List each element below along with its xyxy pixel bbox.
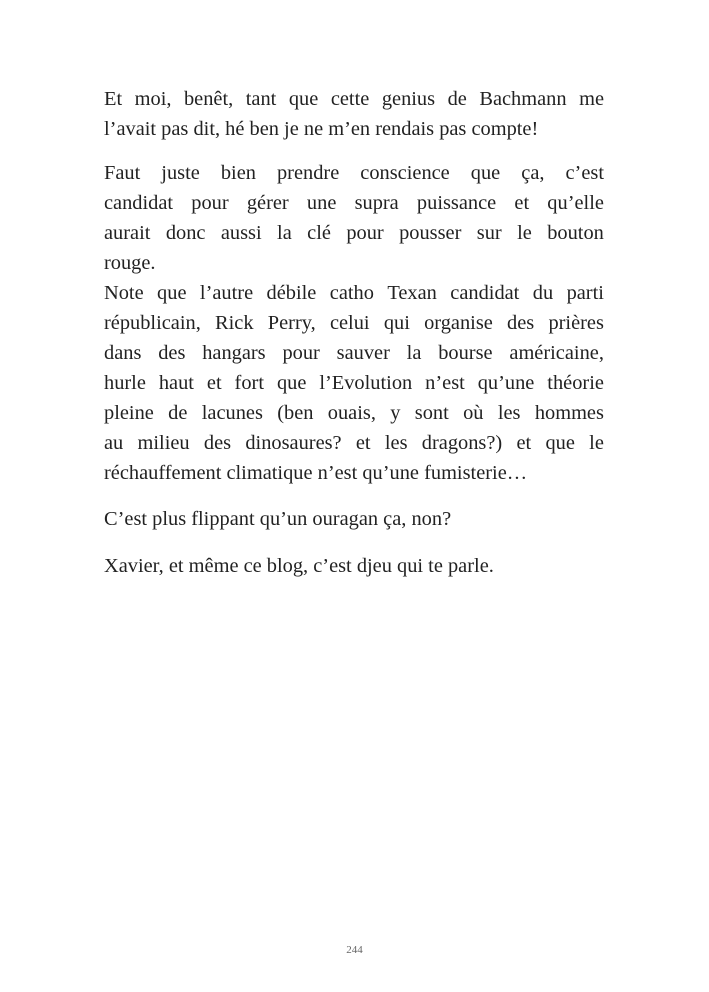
paragraph-signature	[104, 551, 604, 581]
paragraph-rick-perry	[104, 278, 604, 488]
text-line: hurle haut et fort que l’Evolution n’est qu’une théorie	[104, 372, 604, 394]
text-line: C’est plus flippant qu’un ouragan ça, non?	[104, 508, 452, 530]
text-line: l’avait pas dit, hé ben je ne m’en rendais pas compte!	[104, 118, 539, 140]
text-line: réchauffement climatique n’est qu’une fumisterie…	[104, 462, 528, 484]
text-line: au milieu des dinosaures? et les dragons?) et que le	[104, 432, 604, 454]
paragraph-conscience	[104, 158, 604, 278]
text-line: Faut juste bien prendre conscience que ça, c’est	[104, 162, 604, 184]
page-number: 244	[346, 944, 363, 956]
paragraph-bachmann	[104, 84, 604, 144]
text-line: aurait donc aussi la clé pour pousser sur le bouton	[104, 222, 604, 244]
text-line: Et moi, benêt, tant que cette genius de Bachmann me	[104, 88, 604, 110]
paragraph-ouragan	[104, 504, 604, 534]
text-line: candidat pour gérer une supra puissance et qu’elle	[104, 192, 604, 214]
text-line: dans des hangars pour sauver la bourse américaine,	[104, 342, 604, 364]
text-line: pleine de lacunes (ben ouais, y sont où les hommes	[104, 402, 604, 424]
text-line: républicain, Rick Perry, celui qui organise des prières	[104, 312, 604, 334]
text-line: Xavier, et même ce blog, c’est djeu qui te parle.	[104, 555, 494, 577]
text-line: rouge.	[104, 252, 156, 274]
text-line: Note que l’autre débile catho Texan candidat du parti	[104, 282, 604, 304]
